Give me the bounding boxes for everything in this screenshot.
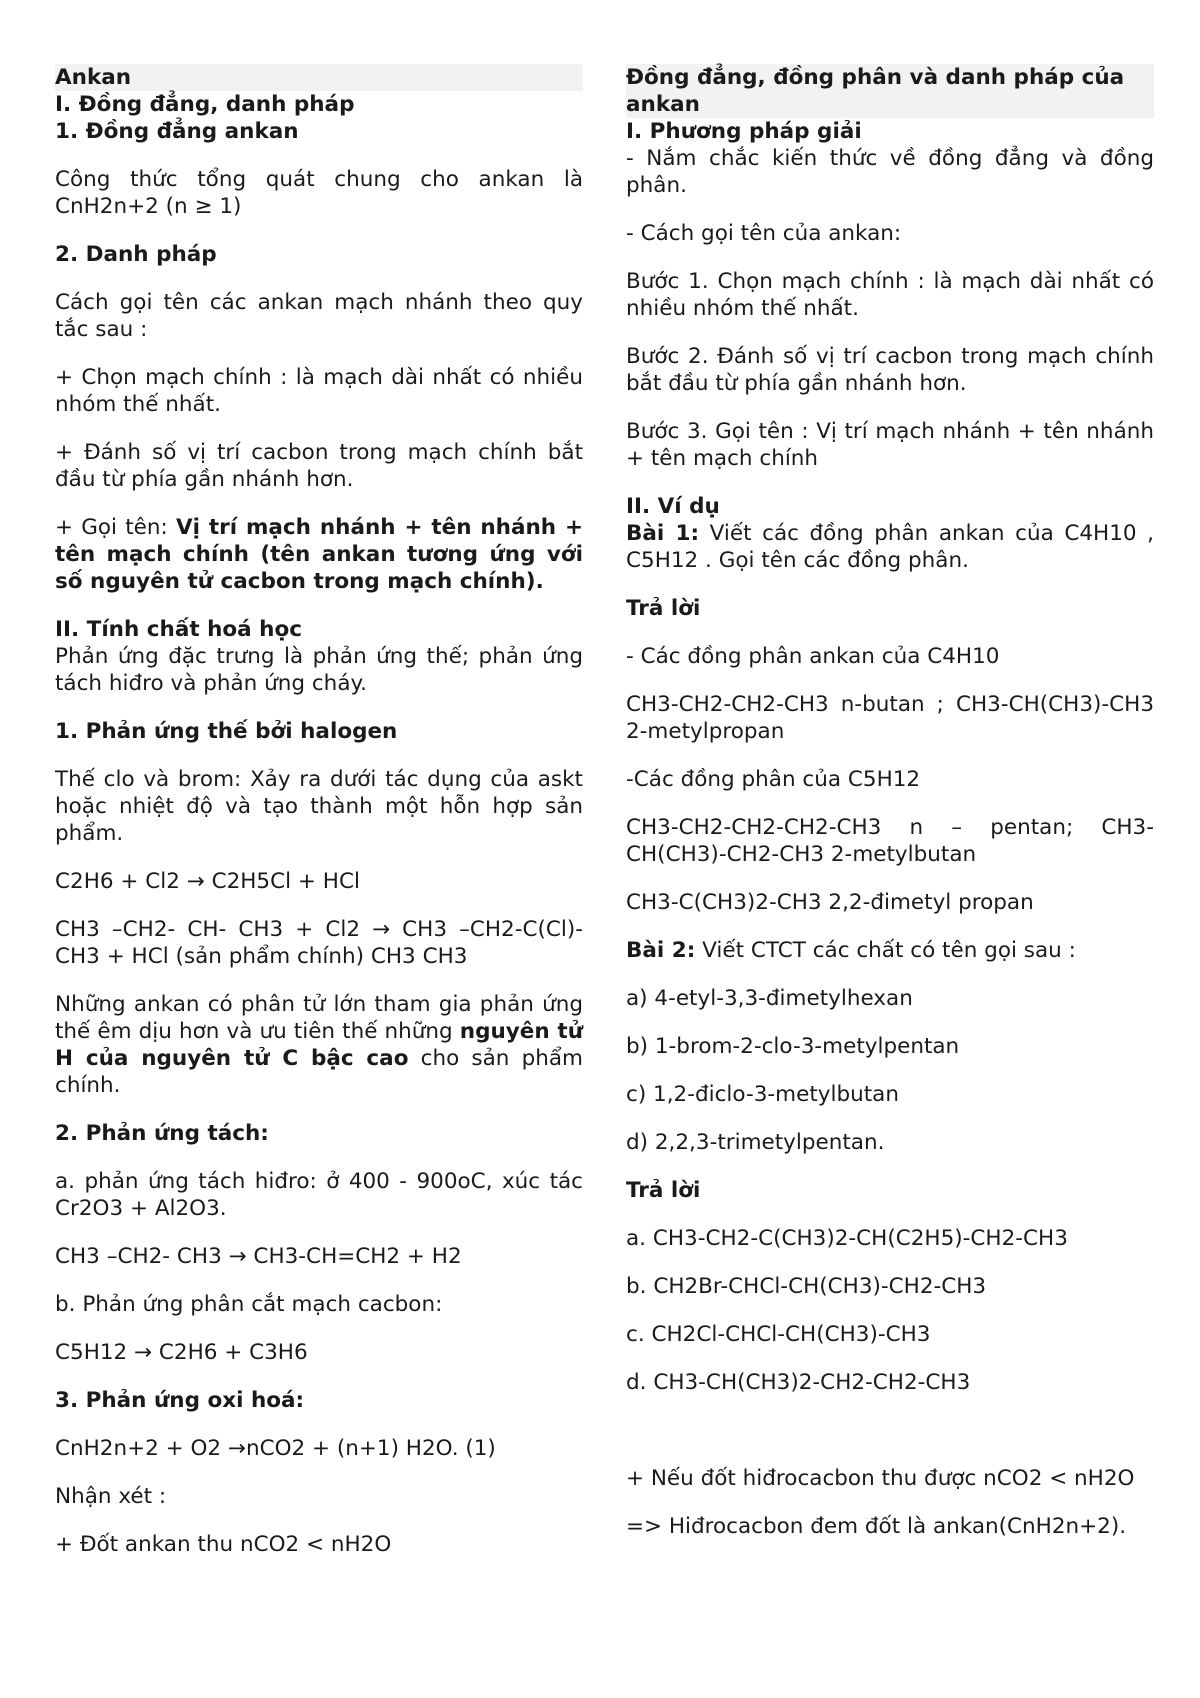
substitution-note-bold: nguyên tử H của nguyên tử C bậc cao [55,1019,583,1071]
nomenclature-intro: Cách gọi tên các ankan mạch nhánh theo quy tắc sau : [55,290,583,342]
method-step-1: Bước 1. Chọn mạch chính : là mạch dài nhất có nhiều nhóm thế nhất. [626,269,1154,321]
equation-ethane-chlorination: C2H6 + Cl2 → C2H5Cl + HCl [55,869,360,894]
method-step-2: Bước 2. Đánh số vị trí cacbon trong mạch chính bắt đầu từ phía gần nhánh hơn. [626,344,1154,396]
exercise-2-text: Viết CTCT các chất có tên gọi sau : [695,938,1076,963]
answer-1-line-1: - Các đồng phân ankan của C4H10 [626,644,1000,669]
subheading-nomenclature: 2. Danh pháp [55,242,217,267]
answer-1-line-3: -Các đồng phân của C5H12 [626,767,921,792]
right-title: Đồng đẳng, đồng phân và danh pháp của ankan [626,64,1154,118]
naming-rule-3 [55,514,583,595]
question-c: c) 1,2-điclo-3-metylbutan [626,1082,899,1107]
substitution-note [55,991,583,1099]
answer-1-line-5: CH3-C(CH3)2-CH3 2,2-đimetyl propan [626,890,1034,915]
combustion-rule-2: => Hiđrocacbon đem đốt là ankan(CnH2n+2). [626,1514,1127,1539]
equation-pentane-cracking: C5H12 → C2H6 + C3H6 [55,1340,308,1365]
naming-rule-3-bold: Vị trí mạch nhánh + tên nhánh + tên mạch chính (tên ankan tương ứng với số nguyên tử cacbon trong mạch chính). [55,515,583,594]
exercise-1-label: Bài 1: [626,521,700,546]
remark-combustion: + Đốt ankan thu nCO2 < nH2O [55,1532,392,1557]
answer-2-d: d. CH3-CH(CH3)2-CH2-CH2-CH3 [626,1370,971,1395]
exercise-2 [626,937,1154,964]
method-point-2: - Cách gọi tên của ankan: [626,221,902,246]
question-d: d) 2,2,3-trimetylpentan. [626,1130,885,1155]
subheading-oxidation: 3. Phản ứng oxi hoá: [55,1388,305,1413]
answer-2-a: a. CH3-CH2-C(CH3)2-CH(C2H5)-CH2-CH3 [626,1226,1068,1251]
equation-combustion: CnH2n+2 + O2 →nCO2 + (n+1) H2O. (1) [55,1436,496,1461]
section-heading-examples: II. Ví dụ [626,494,720,519]
exercise-1 [626,520,1154,574]
answer-1-line-2: CH3-CH2-CH2-CH3 n-butan ; CH3-CH(CH3)-CH3 2-metylpropan [626,692,1154,744]
cracking-text: b. Phản ứng phân cắt mạch cacbon: [55,1292,443,1317]
answer-label-2: Trả lời [626,1178,701,1203]
method-step-3: Bước 3. Gọi tên : Vị trí mạch nhánh + tên nhánh + tên mạch chính [626,419,1154,471]
naming-rule-1: + Chọn mạch chính : là mạch dài nhất có nhiều nhóm thế nhất. [55,365,583,417]
section-heading-chemical-properties: II. Tính chất hoá học [55,617,302,642]
remark-label: Nhận xét : [55,1484,167,1509]
blank-space [626,1417,1154,1465]
exercise-2-label: Bài 2: [626,938,696,963]
substitution-note-b: cho sản phẩm chính. [55,1046,583,1098]
question-b: b) 1-brom-2-clo-3-metylpentan [626,1034,960,1059]
section-heading-homologs: I. Đồng đẳng, danh pháp [55,92,355,117]
answer-2-b: b. CH2Br-CHCl-CH(CH3)-CH2-CH3 [626,1274,987,1299]
equation-propane-dehydrogenation: CH3 –CH2- CH3 → CH3-CH=CH2 + H2 [55,1244,462,1269]
chemical-properties-intro: Phản ứng đặc trưng là phản ứng thế; phản ứng tách hiđro và phản ứng cháy. [55,644,583,696]
answer-label-1: Trả lời [626,596,701,621]
subheading-elimination: 2. Phản ứng tách: [55,1121,269,1146]
exercise-1-text: Viết các đồng phân ankan của C4H10 , C5H12 . Gọi tên các đồng phân. [626,521,1155,573]
equation-butane-chlorination: CH3 –CH2- CH- CH3 + Cl2 → CH3 –CH2-C(Cl)- CH3 + HCl (sản phẩm chính) CH3 CH3 [55,917,583,969]
section-heading-method: I. Phương pháp giải [626,119,862,144]
general-formula-text: Công thức tổng quát chung cho ankan là CnH2n+2 (n ≥ 1) [55,167,583,219]
right-column [626,64,1154,1561]
subheading-homolog-alkane: 1. Đồng đẳng ankan [55,119,299,144]
naming-rule-3-prefix: + Gọi tên: [55,515,176,540]
method-point-1: - Nắm chắc kiến thức về đồng đẳng và đồng phân. [626,146,1154,198]
naming-rule-2: + Đánh số vị trí cacbon trong mạch chính bắt đầu từ phía gần nhánh hơn. [55,440,583,492]
document-title: Ankan [55,64,583,91]
answer-2-c: c. CH2Cl-CHCl-CH(CH3)-CH3 [626,1322,931,1347]
combustion-rule-1: + Nếu đốt hiđrocacbon thu được nCO2 < nH2O [626,1466,1135,1491]
dehydrogenation-text: a. phản ứng tách hiđro: ở 400 - 900oC, xúc tác Cr2O3 + Al2O3. [55,1169,583,1221]
halogen-substitution-text: Thế clo và brom: Xảy ra dưới tác dụng của askt hoặc nhiệt độ và tạo thành một hỗn hợp sản phẩm. [55,767,583,846]
question-a: a) 4-etyl-3,3-đimetylhexan [626,986,913,1011]
substitution-note-a: Những ankan có phân tử lớn tham gia phản ứng thế êm dịu hơn và ưu tiên thế những [55,992,583,1044]
left-column [55,64,583,1579]
subheading-halogen-substitution: 1. Phản ứng thế bởi halogen [55,719,398,744]
answer-1-line-4: CH3-CH2-CH2-CH2-CH3 n – pentan; CH3-CH(CH3)-CH2-CH3 2-metylbutan [626,815,1154,867]
